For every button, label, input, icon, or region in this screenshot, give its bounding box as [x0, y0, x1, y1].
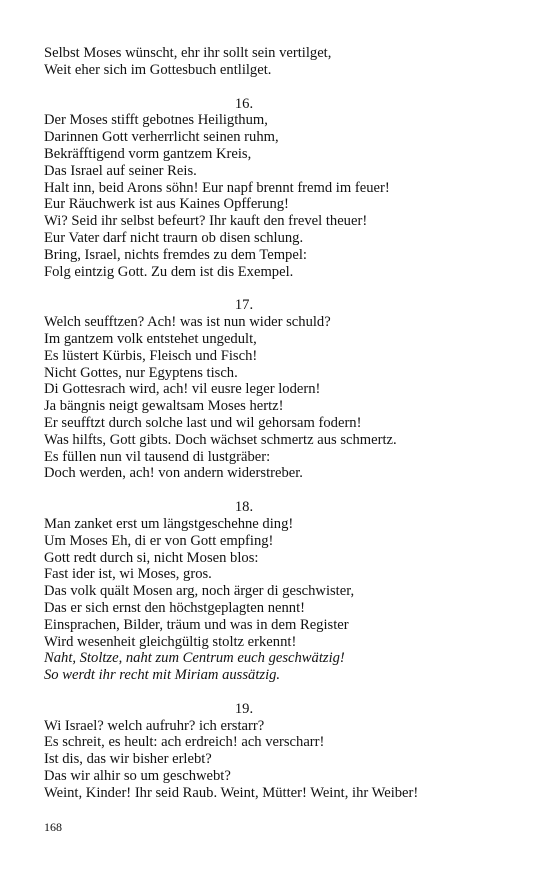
verse-line: Er seufftzt durch solche last und wil gehorsam fodern! — [44, 414, 362, 431]
verse-line: Eur Räuchwerk ist aus Kaines Opfferung! — [44, 196, 289, 213]
stanza-number: 19. — [234, 700, 254, 717]
verse-line: Es füllen nun vil tausend di lustgräber: — [44, 448, 271, 465]
verse-line: Bekräfftigend vorm gantzem Kreis, — [44, 145, 252, 162]
verse-line: Naht, Stoltze, naht zum Centrum euch geschwätzig! — [44, 650, 345, 667]
verse-line: Weint, Kinder! Ihr seid Raub. Weint, Mütter! Weint, ihr Weiber! — [44, 784, 419, 801]
verse-line: Welch seufftzen? Ach! was ist nun wider schuld? — [44, 314, 331, 331]
verse-line: Es schreit, es heult: ach erdreich! ach verscharr! — [44, 734, 325, 751]
verse-line: Bring, Israel, nichts fremdes zu dem Tempel: — [44, 246, 307, 263]
verse-line: Fast ider ist, wi Moses, gros. — [44, 566, 212, 583]
verse-line: Darinnen Gott verherrlicht seinen ruhm, — [44, 129, 279, 146]
verse-line: Um Moses Eh, di er von Gott empfing! — [44, 532, 274, 549]
verse-line: Das er sich ernst den höchstgeplagten nennt! — [44, 599, 305, 616]
verse-line: Wird wesenheit gleichgültig stoltz erkennt! — [44, 633, 297, 650]
verse-line: Ja bängnis neigt gewaltsam Moses hertz! — [44, 398, 284, 415]
verse-line: Im gantzem volk entstehet ungedult, — [44, 330, 257, 347]
verse-line: Wi Israel? welch aufruhr? ich erstarr? — [44, 717, 265, 734]
verse-line: Ist dis, das wir bisher erlebt? — [44, 751, 212, 768]
verse-line: Was hilfts, Gott gibts. Doch wächset schmertz aus schmertz. — [44, 431, 397, 448]
page-number: 168 — [44, 820, 62, 834]
verse-line: Der Moses stifft gebotnes Heiligthum, — [44, 112, 268, 129]
stanza-number: 16. — [234, 95, 254, 112]
verse-line: Das Israel auf seiner Reis. — [44, 162, 197, 179]
verse-line: Folg eintzig Gott. Zu dem ist dis Exempel. — [44, 263, 294, 280]
verse-line: Doch werden, ach! von andern widerstreber. — [44, 465, 303, 482]
verse-line: Di Gottesrach wird, ach! vil eusre leger lodern! — [44, 381, 321, 398]
verse-line: Das wir alhir so um geschwebt? — [44, 768, 231, 785]
verse-line: Selbst Moses wünscht, ehr ihr sollt sein vertilget, — [44, 45, 332, 61]
verse-line: Man zanket erst um längstgeschehne ding! — [44, 515, 294, 532]
verse-line: Das volk quält Mosen arg, noch ärger di geschwister, — [44, 583, 355, 600]
verse-line: Halt inn, beid Arons söhn! Eur napf brennt fremd im feuer! — [44, 179, 390, 196]
verse-line: Es lüstert Kürbis, Fleisch und Fisch! — [44, 347, 258, 364]
verse-line: So werdt ihr recht mit Miriam aussätzig. — [44, 667, 281, 684]
poem-page — [44, 45, 514, 802]
stanza-number: 18. — [234, 499, 254, 516]
verse-line: Eur Vater darf nicht traurn ob disen schlung. — [44, 229, 304, 246]
stanza-number: 17. — [234, 297, 254, 314]
verse-line: Wi? Seid ihr selbst befeurt? Ihr kauft den frevel theuer! — [44, 213, 368, 230]
verse-line: Weit eher sich im Gottesbuch entlilget. — [44, 61, 272, 78]
verse-line: Einsprachen, Bilder, träum und was in dem Register — [44, 616, 349, 633]
verse-line: Nicht Gottes, nur Egyptens tisch. — [44, 364, 238, 381]
verse-line: Gott redt durch si, nicht Mosen blos: — [44, 549, 259, 566]
